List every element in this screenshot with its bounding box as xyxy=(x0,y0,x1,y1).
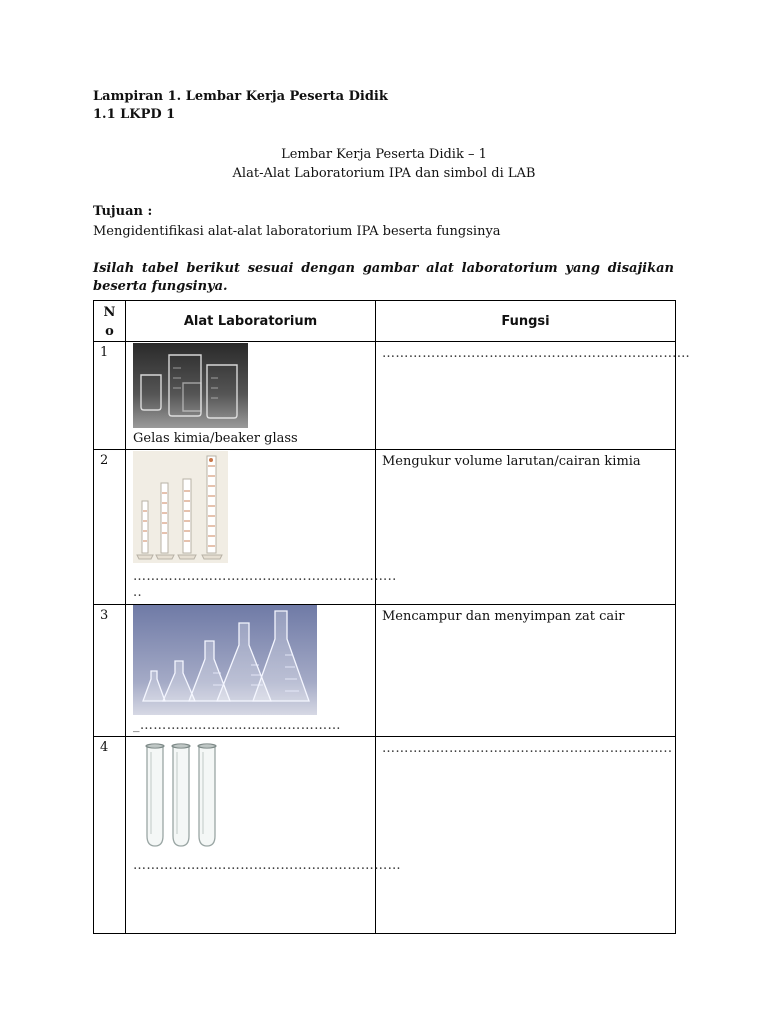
alat-cell[interactable] xyxy=(126,450,397,605)
instruction-text: Isilah tabel berikut sesuai dengan gambar alat laboratorium yang disajikan beserta fungsinya. xyxy=(93,261,674,294)
row-number: 2 xyxy=(94,450,126,605)
table-row xyxy=(94,450,676,605)
fungsi-blank: ……………………………………………………….. xyxy=(382,741,673,756)
alat-cell[interactable] xyxy=(126,737,401,934)
beaker-glass-photo xyxy=(133,343,248,428)
table-header-row xyxy=(94,301,676,342)
row-number: 1 xyxy=(94,342,126,450)
lab-table xyxy=(93,300,691,934)
graduated-cylinder-photo xyxy=(133,451,228,563)
header-line-1: Lampiran 1. Lembar Kerja Peserta Didik xyxy=(93,89,388,104)
table-row xyxy=(94,737,676,934)
alat-caption-blank: ………………………………………………….. xyxy=(133,569,397,584)
alat-cell xyxy=(126,342,376,450)
alat-caption: Gelas kimia/beaker glass xyxy=(133,431,298,446)
alat-caption-blank: _……………………………………… xyxy=(133,718,341,733)
header-alat: Alat Laboratorium xyxy=(126,301,376,342)
header-line-2: 1.1 LKPD 1 xyxy=(93,107,176,122)
fungsi-cell: Mengukur volume larutan/cairan kimia xyxy=(376,450,676,605)
title-line-2: Alat-Alat Laboratorium IPA dan simbol di LAB xyxy=(232,166,536,181)
header-no-line-1: N xyxy=(103,305,116,320)
tujuan-text: Mengidentifikasi alat-alat laboratorium IPA beserta fungsinya xyxy=(93,224,501,239)
fungsi-cell: Mencampur dan menyimpan zat cair xyxy=(376,605,676,737)
alat-caption-blank-continued: .. xyxy=(133,585,143,600)
row-number: 3 xyxy=(94,605,126,737)
fungsi-cell[interactable] xyxy=(376,342,691,450)
fungsi-blank: …………………………………………………………… xyxy=(382,346,691,361)
table-row xyxy=(94,605,676,737)
alat-cell[interactable] xyxy=(126,605,376,737)
row-number: 4 xyxy=(94,737,126,934)
title-line-1: Lembar Kerja Peserta Didik – 1 xyxy=(281,147,487,162)
fungsi-cell[interactable] xyxy=(376,737,676,934)
alat-caption-blank: …………………………………………………… xyxy=(133,858,401,873)
table-row xyxy=(94,342,676,450)
header-no xyxy=(94,301,126,342)
header-fungsi: Fungsi xyxy=(376,301,676,342)
test-tube-photo xyxy=(133,738,229,853)
tujuan-label: Tujuan : xyxy=(93,204,153,219)
header-no-line-2: o xyxy=(105,324,114,339)
erlenmeyer-flask-photo xyxy=(133,605,317,715)
